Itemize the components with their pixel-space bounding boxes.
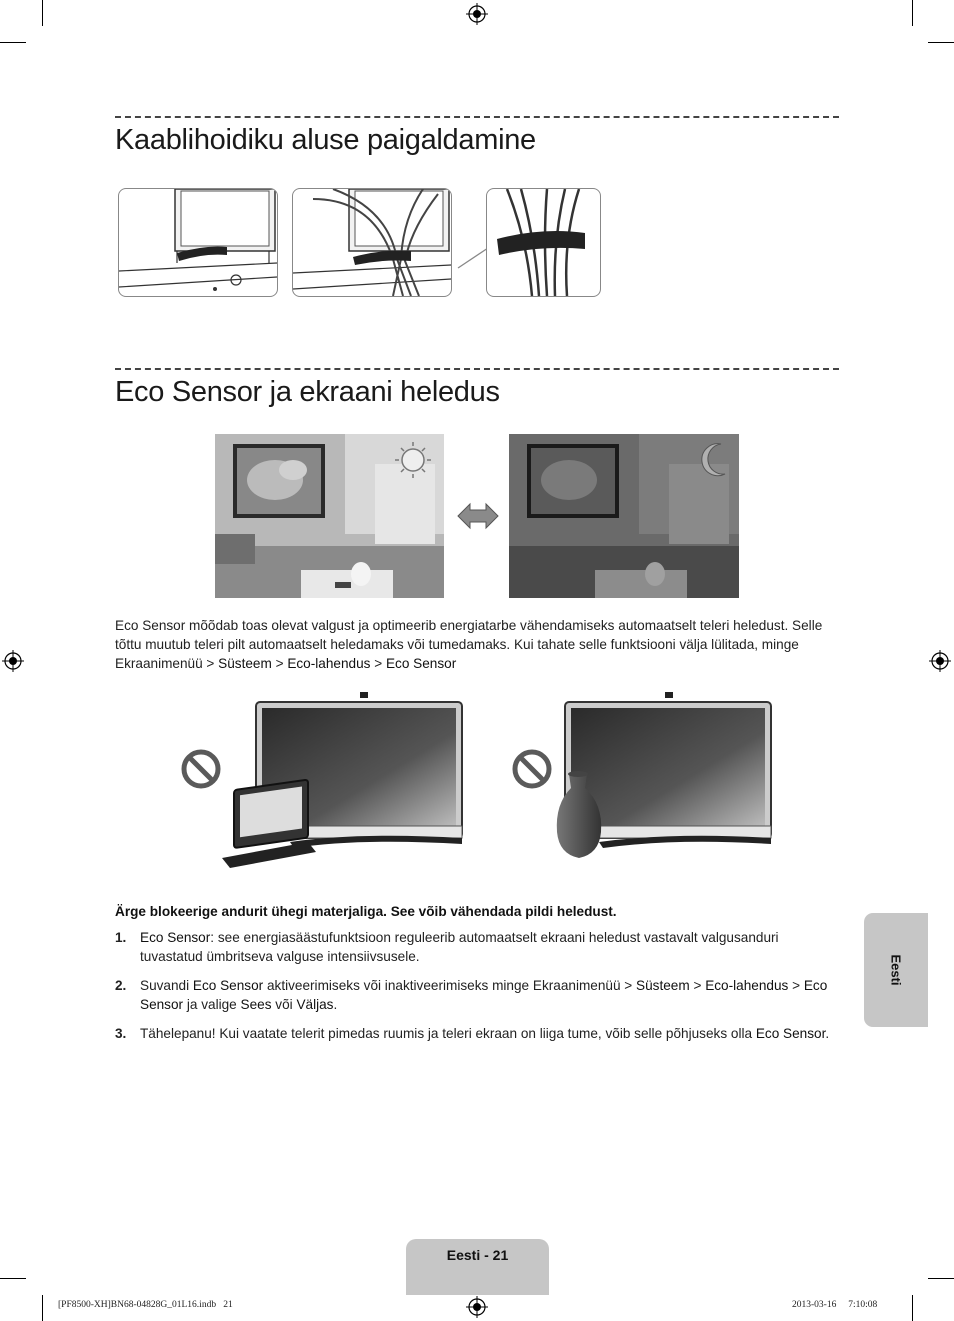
menu-path-eco-solution: Eco-lahendus — [287, 656, 371, 671]
section-divider — [115, 116, 839, 118]
crop-mark — [912, 1295, 913, 1321]
language-side-tab-label: Eesti — [888, 954, 904, 986]
crop-mark — [0, 1278, 26, 1279]
cable-illustration-closeup — [486, 188, 601, 297]
section-divider — [115, 368, 839, 370]
crop-mark — [42, 0, 43, 26]
room-photo-bright — [215, 434, 444, 598]
registration-mark-icon — [929, 650, 951, 672]
warning-text: Ärge blokeerige andurit ühegi materjaliga. See võib vähendada pildi heledust. — [115, 904, 617, 919]
list-item — [115, 976, 837, 1014]
step-text: aktiveerimiseks või inaktiveerimiseks minge Ekraanimenüü > — [263, 978, 637, 993]
menu-separator: > — [788, 978, 804, 993]
crop-mark — [42, 1295, 43, 1321]
page-number-tab — [406, 1239, 549, 1295]
list-item — [115, 1024, 837, 1043]
prohibit-icon — [180, 748, 222, 790]
step-number: 2. — [115, 978, 127, 993]
step-number: 3. — [115, 1026, 127, 1041]
cable-illustration-step-1 — [118, 188, 278, 297]
step-text: või — [271, 997, 297, 1012]
menu-path-eco-sensor: Eco Sensor — [140, 978, 828, 1012]
tv-blocked-by-vase — [545, 692, 775, 864]
menu-path-system: Süsteem — [218, 656, 272, 671]
steps-list — [115, 928, 837, 1053]
footer-timestamp: 2013-03-16 7:10:08 — [792, 1300, 878, 1310]
menu-path-eco-sensor: Eco Sensor — [385, 656, 457, 671]
step-text: : see energiasäästufunktsioon reguleerib automaatselt ekraani heledust vastavalt valgusanduri tuvastatud ümbritseva valguse intensiivsusele. — [140, 930, 779, 964]
term-eco-sensor: Eco Sensor — [192, 978, 264, 993]
step-text: . — [333, 997, 338, 1012]
tv-blocked-by-photo-frame — [220, 692, 466, 872]
intro-text: Eco Sensor mõõdab toas olevat valgust ja optimeerib energiatarbe vähendamiseks automaatselt teleri heledust. Selle tõttu muutub teleri pilt automaatselt heledamaks või tumedamaks. Kui tahate selle funktsiooni välja lülitada, minge Ekraanimenüü > — [115, 618, 823, 671]
language-side-tab — [864, 913, 928, 1027]
double-arrow-icon — [456, 502, 500, 530]
step-text: ja valige — [183, 997, 241, 1012]
list-item — [115, 928, 837, 966]
menu-separator: > — [370, 656, 386, 671]
menu-separator: > — [689, 978, 706, 993]
crop-mark — [928, 1278, 954, 1279]
registration-mark-icon — [2, 650, 24, 672]
registration-mark-icon — [466, 1296, 488, 1318]
room-photo-dark — [509, 434, 739, 598]
step-text: . — [825, 1026, 830, 1041]
section-title-eco-sensor: Eco Sensor ja ekraani heledus — [115, 376, 500, 408]
option-on: Sees — [240, 997, 272, 1012]
menu-path-eco-solution: Eco-lahendus — [705, 978, 789, 993]
crop-mark — [912, 0, 913, 26]
intro-paragraph — [115, 616, 835, 673]
crop-mark — [0, 42, 26, 43]
menu-separator: > — [271, 656, 288, 671]
registration-mark-icon — [466, 3, 488, 25]
crop-mark — [928, 42, 954, 43]
step-text: Tähelepanu! Kui vaatate telerit pimedas ruumis ja teleri ekraan on liiga tume, võib selle põhjuseks olla — [140, 1026, 756, 1041]
cable-illustration-step-2 — [292, 188, 452, 297]
section-title-cable-holder: Kaablihoidiku aluse paigaldamine — [115, 124, 536, 156]
option-off: Väljas — [296, 997, 334, 1012]
menu-path-system: Süsteem — [636, 978, 690, 993]
step-text: Suvandi — [140, 978, 193, 993]
footer-file-info: [PF8500-XH]BN68-04828G_01L16.indb 21 — [58, 1300, 233, 1310]
zoom-connector — [450, 240, 490, 270]
step-number: 1. — [115, 930, 127, 945]
term-eco-sensor: Eco Sensor — [140, 930, 211, 945]
page-number: Eesti - 21 — [446, 1247, 509, 1263]
term-eco-sensor: Eco Sensor — [755, 1026, 826, 1041]
